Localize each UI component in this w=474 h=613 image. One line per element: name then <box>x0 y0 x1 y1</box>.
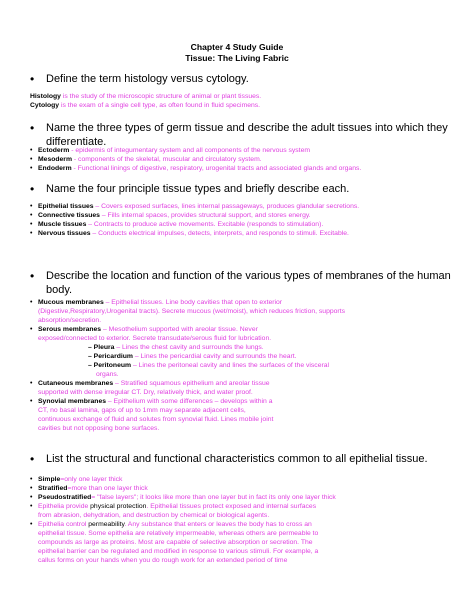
bullet-icon: • <box>30 326 33 333</box>
bullet-icon: • <box>30 485 33 492</box>
bullet-icon: • <box>30 521 33 528</box>
bullet-icon: • <box>30 212 33 219</box>
bullet-icon: • <box>30 494 33 501</box>
protection-line-2: from abrasion, dehydration, and destruction by chemical or biological agents. <box>38 512 270 519</box>
cutaneous-line-1: • Cutaneous membranes – Stratified squamous epithelium and areolar tissue <box>30 380 270 387</box>
bullet-icon: • <box>30 503 33 510</box>
bullet-icon: • <box>30 182 35 196</box>
bullet-icon: • <box>30 165 33 172</box>
question-2-text: Name the three types of germ tissue and describe the adult tissues into which they differentiate. <box>46 122 448 148</box>
mucous-line-3: absorption/secretion. <box>38 317 102 324</box>
bullet-icon: • <box>30 156 33 163</box>
mucous-line-2: (Digestive,Respiratory,Urogenital tracts). Secrete mucous (wet/moist), which reduces friction, supports <box>38 308 345 315</box>
page-subtitle: Tissue: The Living Fabric <box>185 53 289 63</box>
protection-line-1: • Epithelia provide physical protection. Epithelial tissues protect exposed and internal surfaces <box>30 503 317 510</box>
bullet-icon: • <box>30 269 35 283</box>
bullet-icon: • <box>30 221 33 228</box>
cutaneous-line-2: supported with dense irregular CT. Dry, relatively thick, and water proof. <box>38 389 253 396</box>
page-title: Chapter 4 Study Guide <box>190 42 284 52</box>
epithelial-tissues-line: • Epithelial tissues – Covers exposed surfaces, lines internal passageways, produces glandular secretions. <box>30 203 360 210</box>
simple-line: • Simple=only one layer thick <box>30 476 123 483</box>
bullet-icon: • <box>30 380 33 387</box>
bullet-icon: • <box>30 299 33 306</box>
bullet-icon: • <box>30 203 33 210</box>
cytology-line: Cytology is the exam of a single cell type, as often found in fluid specimens. <box>30 102 261 109</box>
synovial-line-1: • Synovial membranes – Epithelium with some differences – develops within a <box>30 398 273 405</box>
bullet-icon: • <box>30 121 35 135</box>
bullet-icon: • <box>30 230 33 237</box>
stratified-line: • Stratified=more than one layer thick <box>30 485 148 492</box>
pericardium-line: – Pericardium – Lines the pericardial cavity and surrounds the heart. <box>88 353 297 360</box>
pseudostratified-line: • Pseudostratified= "false layers"; it looks like more than one layer but in fact its only one layer thick <box>30 494 336 501</box>
synovial-line-3: continuous exchange of fluid and solutes from synovial fluid. Lines mobile joint <box>38 416 274 423</box>
serous-line-2: exposed/connected to exterior. Secrete transudate/serous fluid for lubrication. <box>38 335 272 342</box>
permeability-line-5: callus forms on your hands when you do rough work for an extended period of time <box>38 557 288 564</box>
peritoneum-line: – Peritoneum – Lines the peritoneal cavity and lines the surfaces of the visceral <box>88 362 330 369</box>
ectoderm-line: • Ectoderm - epidermis of integumentary system and all components of the nervous system <box>30 147 311 154</box>
permeability-line-2: epithelial tissue. Some epithelia are relatively impermeable, whereas others are permeable to <box>38 530 319 537</box>
histology-line: Histology is the study of the microscopic structure of animal or plant tissues. <box>30 93 262 100</box>
bullet-icon: • <box>30 476 33 483</box>
mucous-line-1: • Mucous membranes – Epithelial tissues. Line body cavities that open to exterior <box>30 299 283 306</box>
muscle-tissues-line: • Muscle tissues – Contracts to produce active movements. Excitable (responds to stimulation). <box>30 221 324 228</box>
mesoderm-line: • Mesoderm - components of the skeletal, muscular and circulatory system. <box>30 156 262 163</box>
permeability-line-3: compounds as large as proteins. Most are capable of selective absorption or secretion. The <box>38 539 313 546</box>
serous-line-1: • Serous membranes – Mesothelium supported with areolar tissue. Never <box>30 326 258 333</box>
bullet-icon: • <box>30 452 35 466</box>
peritoneum-line-cont: organs. <box>96 371 119 378</box>
connective-tissues-line: • Connective tissues – Fills internal spaces, provides structural support, and stores energy. <box>30 212 311 219</box>
question-4-text: Describe the location and function of the various types of membranes of the human body. <box>46 270 451 296</box>
endoderm-line: • Endoderm - Functional linings of digestive, respiratory, urogenital tracts and associated glands and organs. <box>30 165 362 172</box>
nervous-tissues-line: • Nervous tissues – Conducts electrical impulses, detects, interprets, and responds to stimuli. Excitable. <box>30 230 349 237</box>
permeability-line-1: • Epithelia control permeability. Any substance that enters or leaves the body has to cross an <box>30 521 312 528</box>
question-3-text: Name the four principle tissue types and briefly describe each. <box>46 183 350 195</box>
bullet-icon: • <box>30 147 33 154</box>
question-1-text: Define the term histology versus cytology. <box>46 73 249 85</box>
bullet-icon: • <box>30 398 33 405</box>
bullet-icon: • <box>30 72 35 86</box>
pleura-line: – Pleura – Lines the chest cavity and surrounds the lungs. <box>88 344 264 351</box>
permeability-line-4: epithelial barrier can be regulated and modified in response to various stimuli. For example, a <box>38 548 319 555</box>
synovial-line-2: CT, no basal lamina, gaps of up to 1mm may separate adjacent cells, <box>38 407 246 414</box>
question-5-text: List the structural and functional characteristics common to all epithelial tissue. <box>46 453 428 465</box>
synovial-line-4: cavities but not opposing bone surfaces. <box>38 425 160 432</box>
